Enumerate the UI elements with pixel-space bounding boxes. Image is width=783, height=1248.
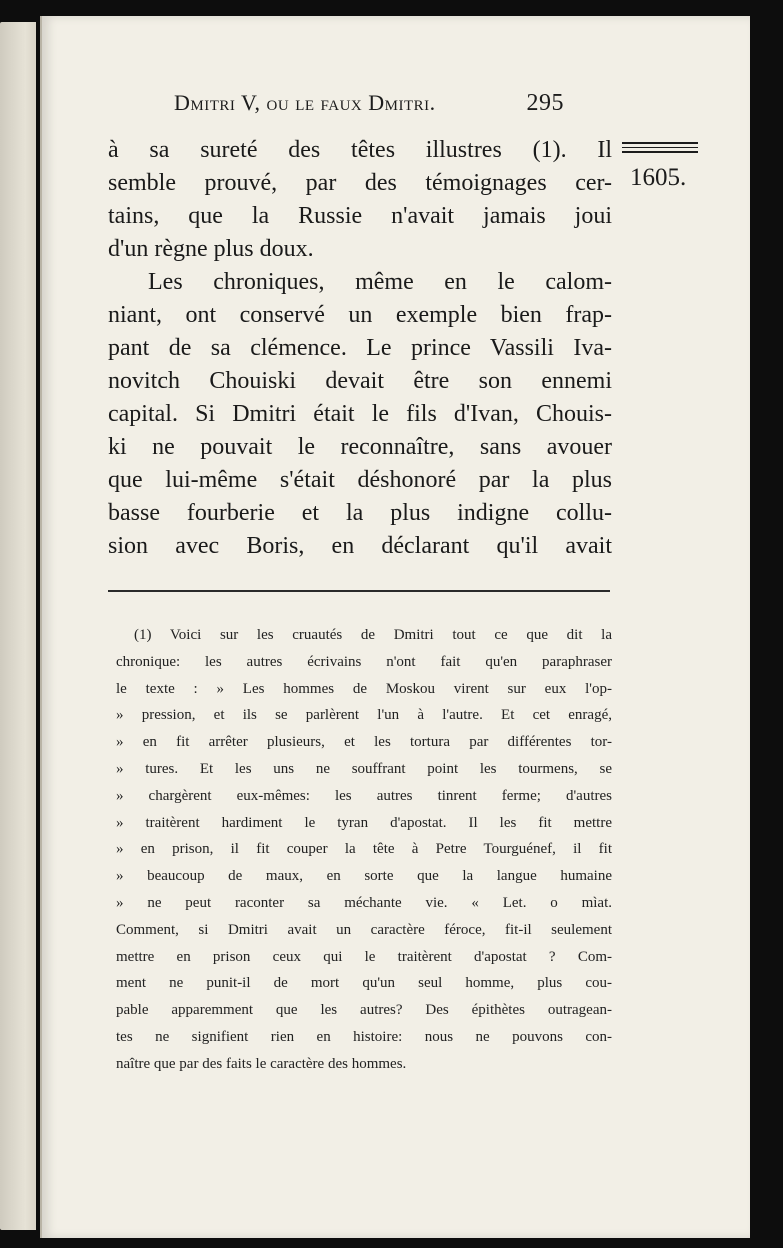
body-line: capital. Si Dmitri était le fils d'Ivan, Chouis- (108, 401, 612, 427)
footnote (116, 622, 612, 1078)
body-line: ki ne pouvait le reconnaître, sans avouer (108, 434, 612, 460)
body-line: à sa sureté des têtes illustres (1). Il (108, 137, 612, 163)
body-line: basse fourberie et la plus indigne collu- (108, 500, 612, 526)
body-line: semble prouvé, par des témoignages cer- (108, 170, 612, 196)
page-number: 295 (526, 90, 564, 116)
body-line: sion avec Boris, en déclarant qu'il avait (108, 533, 612, 559)
footnote-line: » en fit arrêter plusieurs, et les tortura par différentes tor- (116, 734, 612, 751)
body-line: tains, que la Russie n'avait jamais joui (108, 203, 612, 229)
footnote-line: naître que par des faits le caractère des hommes. (116, 1055, 407, 1072)
footnote-line: » en prison, il fit couper la tête à Petre Tourguénef, il fit (116, 841, 612, 858)
body-line: niant, ont conservé un exemple bien frap- (108, 302, 612, 328)
facing-page-edge (0, 22, 36, 1230)
footnote-line: » pression, et ils se parlèrent l'un à l'autre. Et cet enragé, (116, 707, 612, 724)
body-line: pant de sa clémence. Le prince Vassili Iva- (108, 335, 612, 361)
margin-rule (622, 142, 698, 156)
body-line: d'un règne plus doux. (108, 236, 314, 262)
footnote-line: » chargèrent eux-mêmes: les autres tinrent ferme; d'autres (116, 787, 612, 804)
footnote-line: tes ne signifient rien en histoire: nous ne pouvons con- (116, 1028, 612, 1045)
main-text (108, 134, 612, 563)
footnote-line: Comment, si Dmitri avait un caractère féroce, fit-il seulement (116, 921, 612, 938)
footnote-line: chronique: les autres écrivains n'ont fait qu'en paraphraser (116, 653, 612, 670)
margin-year: 1605. (630, 164, 687, 191)
footnote-line: » beaucoup de maux, en sorte que la langue humaine (116, 868, 612, 885)
footnote-line: ment ne punit-il de mort qu'un seul homme, plus cou- (116, 975, 612, 992)
body-line: novitch Chouiski devait être son ennemi (108, 368, 612, 394)
body-line: Les chroniques, même en le calom- (148, 269, 612, 295)
body-line: que lui-même s'était déshonoré par la plus (108, 467, 612, 493)
footnote-line: » tures. Et les uns ne souffrant point les tourmens, se (116, 760, 612, 777)
footnote-line: mettre en prison ceux qui le traitèrent d'apostat ? Com- (116, 948, 612, 965)
running-head-title: Dmitri V, ou le faux Dmitri. (174, 90, 436, 115)
footnote-separator (108, 590, 610, 592)
footnote-line: pable apparemment que les autres? Des épithètes outragean- (116, 1002, 612, 1019)
footnote-line: le texte : » Les hommes de Moskou virent sur eux l'op- (116, 680, 612, 697)
footnote-line: » traitèrent hardiment le tyran d'apostat. Il les fit mettre (116, 814, 612, 831)
footnote-line: » ne peut raconter sa méchante vie. « Let. o mìat. (116, 894, 612, 911)
footnote-line: (1) Voici sur les cruautés de Dmitri tout ce que dit la (134, 627, 612, 643)
running-head (174, 90, 564, 120)
